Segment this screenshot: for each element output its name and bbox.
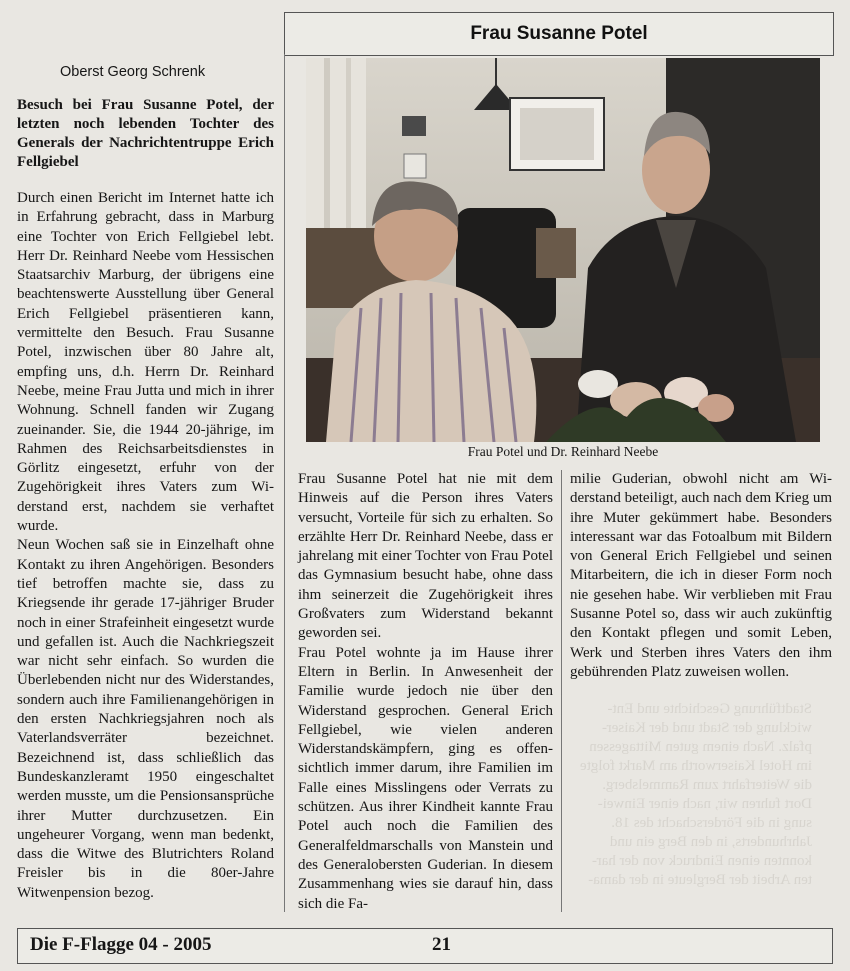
article-photo xyxy=(306,58,820,442)
page-footer xyxy=(17,928,833,964)
bleed-through-texture: Stadtführung Geschichte und Ent- wicklung der Stadt und der Kaiser- pfalz. Nach einem guten Mittagessen im Hotel Kaiserworth am Markt folgte die Weiterfahrt zum Rammelsberg. Dort fuhren wir, nach einer Einwei- sung in die Förderschacht des 18. Jahrhunderts, in den Berg ein und konnten einen Eindruck von der har- ten Arbeit der Bergleute in der dama- xyxy=(580,701,813,888)
publication-name: Die F-Flagge 04 - 2005 xyxy=(30,934,212,955)
column-divider xyxy=(284,54,285,912)
photo-illustration xyxy=(306,58,820,442)
paragraph: Frau Susanne Potel hat nie mit dem Hinweis auf die Person ihres Vaters versucht, Vorteile für sich zu erhalten. So erzählte Herr Dr. Reinhard Neebe, dass er jahrelang mit einer Tochter von Frau Potel das Gymnasium besucht habe, ohne dass ihm seinerzeit die Zugehörigkeit ihres Großvaters zum Widerstand bekannt geworden sei. xyxy=(298,471,553,642)
paragraph: Frau Potel wohnte ja im Hause ihrer Eltern in Berlin. In Anwesenheit der Familie wurde jedoch nie über den Widerstand gesprochen. General Erich Fellgiebel, wie vielen anderen Widerstandskämpfern, ging es offensichtlich immer darum, ihre Familien im Falle eines Misslingens oder Verrats zu schützen. Aus ihrer Kindheit kannte Frau Potel auch noch die Familien des Generalfeldmarschalls von Manstein und des Generalobersten Guderian. In diesem Zusammenhang wies sie darauf hin, dass sich die Fa- xyxy=(298,644,553,912)
paragraph: Durch einen Bericht im Internet hatte ich in Erfahrung gebracht, dass in Marburg eine Tochter von Erich Fellgiebel lebt. Herr Dr. Reinhard Neebe vom Hessischen Staatsarchiv Marburg, der übrigens eine beachtenswerte Ausstellung über General Erich Fellgiebel präsentieren kann, vermittelte den Besuch. Frau Susanne Potel, inzwischen über 80 Jahre alt, empfing uns, d.h. Herrn Dr. Reinhard Neebe, meine Frau Jutta und mich in ihrer Wohnung. Schnell fanden wir Zugang zueinander. Sie, die 1944 20-jährige, im Rahmen des Reichsarbeitsdienstes in Görlitz eingesetzt, erfuhr von der Zugehörigkeit ihres Vaters zum Widerstand erst, nachdem sie verhaftet wurde. xyxy=(17,190,274,535)
column-divider xyxy=(561,470,562,912)
author-name: Oberst Georg Schrenk xyxy=(60,64,206,80)
article-header xyxy=(284,12,834,56)
article-subtitle: Besuch bei Frau Susanne Potel, der letzten noch lebenden Tochter des Generals der Nachrichtentruppe Erich Fellgiebel xyxy=(17,97,274,170)
paragraph: Neun Wochen saß sie in Einzelhaft ohne Kontakt zu ihren Angehörigen. Besonders tief betroffen machte sie, dass zu Kriegsende ihr gerade 17-jähriger Bruder noch in einer Strafeinheit eingesetzt wurde und gefallen ist. Auch die Nachkriegszeit war nicht sehr einfach. So wurden die Überlebenden nicht nur des Widerstandes, sondern auch ihre Familienangehörigen in den ersten Nachkriegsjahren noch als Vaterlandsverräter bezeichnet. Bezeichnend ist, dass schließlich das Bundeskanzleramt 1950 eingeschaltet werden musste, um die Pensionsansprüche ihrer Mutter durchzusetzen. Ein ungeheurer Vorgang, wenn man bedenkt, dass die Witwe des Blutrichters Roland Freisler bis in die 80er-Jahre Witwenpension bezog. xyxy=(17,537,274,901)
text-column-3 xyxy=(570,470,832,682)
paragraph: milie Guderian, obwohl nicht am Widerstand beteiligt, auch nach dem Krieg um ihre Muter gekümmert habe. Besonders interessant war das Fotoalbum mit Bildern von General Erich Fellgiebel und seinen Mitarbeitern, die ich in dieser Form noch nie gesehen habe. Wir verblieben mit Frau Susanne Potel so, dass wir auch zukünftig den Kontakt pflegen und somit Leben, Werk und Sterben ihres Vaters den ihm gebührenden Platz zuweisen wollen. xyxy=(570,471,832,680)
page-number: 21 xyxy=(432,934,451,955)
photo-caption: Frau Potel und Dr. Reinhard Neebe xyxy=(467,444,659,459)
text-column-2 xyxy=(298,470,553,914)
article-title: Frau Susanne Potel xyxy=(470,23,648,44)
text-column-1 xyxy=(17,189,274,903)
